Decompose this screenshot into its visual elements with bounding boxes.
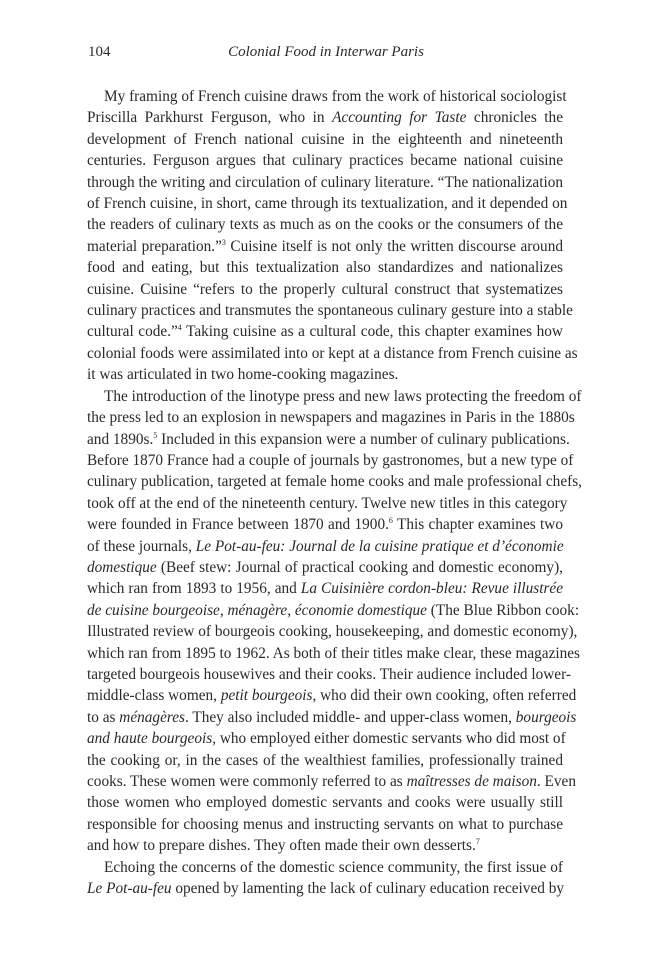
- footnote-ref: 6: [388, 516, 393, 526]
- text-line: [87, 214, 563, 235]
- text-line: [87, 129, 563, 150]
- text-run: development of French national cuisine in the eighteenth and nineteenth: [87, 130, 563, 148]
- text-run: Priscilla Parkhurst Ferguson, who in: [87, 109, 333, 127]
- text-line: [87, 664, 571, 685]
- italic-text: petit bourgeois: [220, 687, 313, 705]
- text-line: [87, 107, 563, 128]
- text-line: [87, 429, 570, 450]
- paragraph: [87, 86, 578, 386]
- text-run: to as: [87, 708, 120, 726]
- italic-text: Accounting for Taste: [332, 109, 467, 127]
- text-run: through the writing and circulation of culinary literature. “The nationalization: [87, 173, 563, 191]
- text-run: cuisine. Cuisine “refers to the properly cultural construct that systematizes: [87, 280, 563, 298]
- text-line: [87, 557, 563, 578]
- footnote-ref: 3: [221, 237, 226, 247]
- text-line: [87, 257, 563, 278]
- text-line: [87, 750, 563, 771]
- text-run: food and eating, but this textualization also standardizes and nationalizes: [87, 259, 563, 277]
- text-run: Included in this expansion were a number of culinary publications.: [157, 430, 570, 448]
- text-line: [87, 386, 582, 407]
- page-number: 104: [88, 44, 111, 60]
- text-run: Echoing the concerns of the domestic science community, the first issue of: [104, 858, 563, 876]
- footnote-ref: 7: [475, 837, 480, 847]
- text-run: My framing of French cuisine draws from the work of historical sociologist: [104, 88, 567, 105]
- text-line: [87, 493, 568, 514]
- text-line: [87, 578, 563, 599]
- text-run: were founded in France between 1870 and 1900.: [87, 516, 389, 534]
- text-line: [87, 814, 563, 835]
- text-run: culinary practices and transmutes the spontaneous culinary gesture into a stable: [87, 302, 573, 320]
- text-line: [87, 536, 563, 557]
- italic-text: and haute bourgeois: [87, 730, 213, 748]
- text-line: [87, 643, 581, 664]
- text-line: [87, 236, 563, 257]
- text-run: cooks. These women were commonly referred to as: [87, 773, 407, 790]
- italic-text: Le Pot-au-feu: [87, 880, 172, 898]
- text-run: , who employed either domestic servants who did most of: [212, 730, 566, 748]
- text-run: responsible for choosing menus and instructing servants on what to purchase: [87, 815, 563, 833]
- paragraph: [87, 857, 563, 900]
- text-run: which ran from 1895 to 1962. As both of their titles make clear, these magazines: [87, 644, 581, 662]
- italic-text: maîtresses de maison: [406, 773, 537, 790]
- text-line: [87, 364, 563, 385]
- text-run: Before 1870 France had a couple of journals by gastronomes, but a new type of: [87, 451, 574, 469]
- text-run: colonial foods were assimilated into or kept at a distance from French cuisine as: [87, 344, 578, 362]
- text-run: chronicles the: [466, 109, 563, 127]
- text-run: those women who employed domestic servants and cooks were usually still: [87, 794, 563, 812]
- text-run: took off at the end of the nineteenth century. Twelve new titles in this category: [87, 494, 568, 512]
- footnote-ref: 4: [177, 323, 182, 333]
- text-run: . Even: [536, 773, 576, 790]
- text-run: Illustrated review of bourgeois cooking, housekeeping, and domestic economy),: [87, 623, 578, 641]
- text-run: The introduction of the linotype press and new laws protecting the freedom of: [104, 387, 582, 405]
- italic-text: de cuisine bourgeoise, ménagère, économie domestique: [87, 601, 427, 619]
- text-line: [87, 835, 563, 856]
- text-run: and 1890s.: [87, 430, 154, 448]
- text-line: [87, 600, 580, 621]
- text-run: of these journals,: [87, 537, 196, 555]
- text-run: middle-class women,: [87, 687, 221, 705]
- paragraph: [87, 386, 582, 857]
- text-line: [87, 621, 578, 642]
- text-line: [87, 193, 568, 214]
- text-line: [87, 86, 567, 107]
- text-line: [87, 407, 575, 428]
- text-run: of French cuisine, in short, came through its textualization, and it depended on: [87, 195, 568, 213]
- text-line: [87, 450, 574, 471]
- text-run: . They also included middle- and upper-class women,: [185, 708, 516, 726]
- text-line: [87, 471, 582, 492]
- text-run: the press led to an explosion in newspapers and magazines in Paris in the 1880s: [87, 409, 575, 427]
- text-line: [87, 343, 578, 364]
- footnote-ref: 5: [153, 430, 158, 440]
- text-run: the cooking or, in the cases of the wealthiest families, professionally trained: [87, 751, 563, 769]
- italic-text: ménagères: [119, 708, 185, 726]
- text-run: it was articulated in two home-cooking magazines.: [87, 366, 399, 384]
- text-run: Taking cuisine as a cultural code, this chapter examines how: [181, 323, 563, 341]
- text-line: [87, 792, 563, 813]
- body-text: [87, 86, 582, 899]
- text-run: cultural code.”: [87, 323, 178, 341]
- text-line: [87, 279, 563, 300]
- italic-text: domestique: [87, 558, 157, 576]
- text-line: [87, 685, 577, 706]
- text-run: , who did their own cooking, often referred: [312, 687, 577, 705]
- text-line: [87, 878, 563, 899]
- text-run: targeted bourgeois housewives and their cooks. Their audience included lower-: [87, 665, 571, 683]
- text-line: [87, 172, 563, 193]
- text-line: [87, 150, 563, 171]
- text-run: culinary publication, targeted at female home cooks and male professional chefs,: [87, 473, 582, 491]
- running-head: [88, 44, 564, 66]
- text-line: [87, 321, 563, 342]
- text-run: which ran from 1893 to 1956, and: [87, 580, 301, 598]
- text-line: [87, 707, 577, 728]
- running-title: Colonial Food in Interwar Paris: [228, 44, 424, 60]
- text-line: [87, 728, 566, 749]
- text-run: and how to prepare dishes. They often made their own desserts.: [87, 837, 476, 855]
- text-run: material preparation.”: [87, 237, 222, 255]
- text-line: [87, 771, 576, 792]
- italic-text: bourgeois: [515, 708, 577, 726]
- text-run: This chapter examines two: [392, 516, 563, 534]
- text-run: (Beef stew: Journal of practical cooking and domestic economy),: [156, 558, 563, 576]
- text-line: [87, 514, 563, 535]
- text-run: centuries. Ferguson argues that culinary practices became national cuisine: [87, 152, 563, 170]
- text-run: opened by lamenting the lack of culinary education received by: [171, 880, 565, 898]
- text-run: (The Blue Ribbon cook:: [426, 601, 580, 619]
- text-line: [87, 857, 563, 878]
- italic-text: Le Pot-au-feu: Journal de la cuisine pratique et d’économie: [195, 537, 564, 555]
- text-run: Cuisine itself is not only the written discourse around: [225, 237, 563, 255]
- italic-text: La Cuisinière cordon-bleu: Revue illustrée: [300, 580, 564, 598]
- text-run: the readers of culinary texts as much as on the cooks or the consumers of the: [87, 216, 563, 234]
- text-line: [87, 300, 573, 321]
